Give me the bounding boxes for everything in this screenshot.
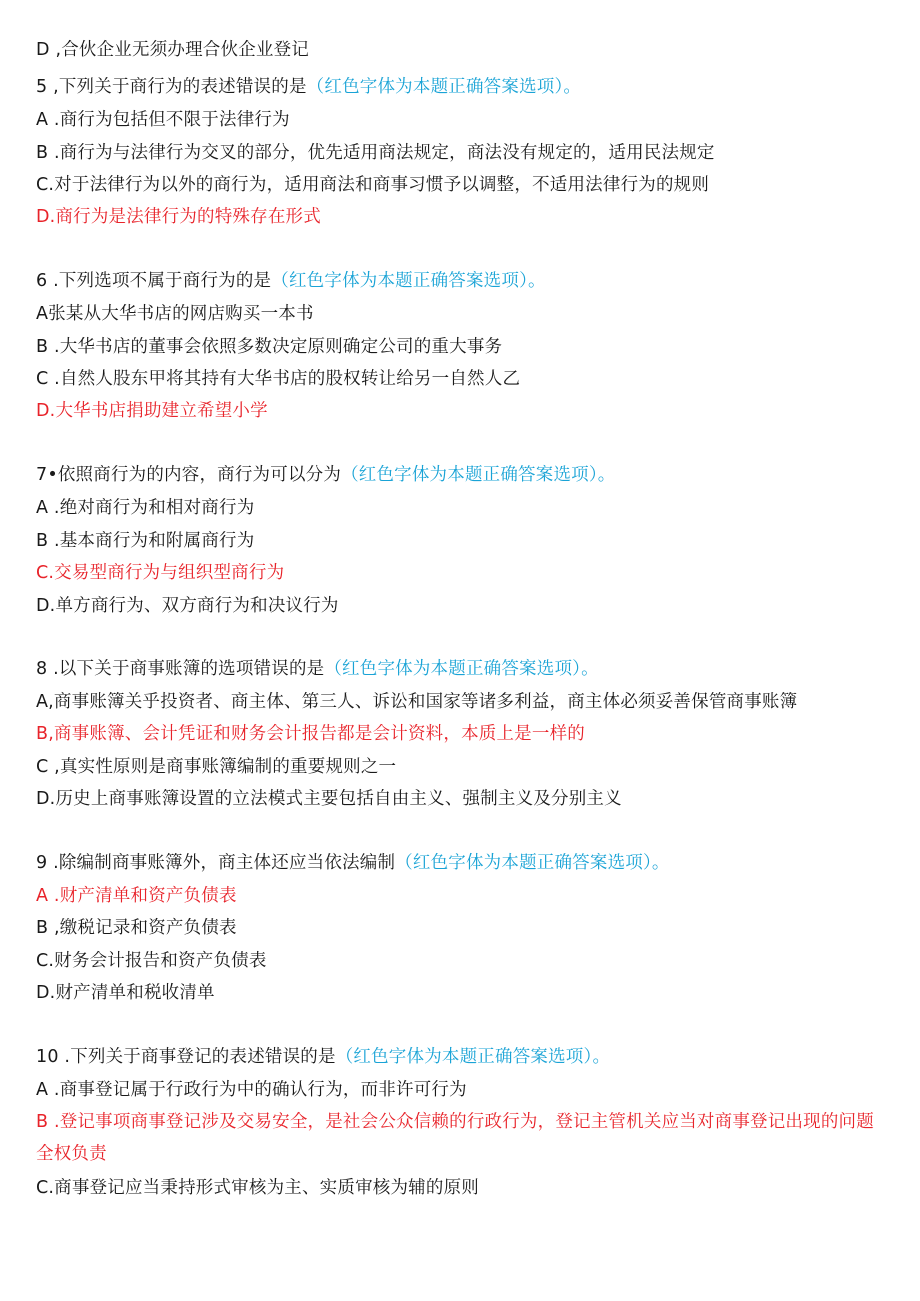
q5-option-d-answer: D.商行为是法律行为的特殊存在形式: [36, 207, 321, 227]
q7-hint: （红色字体为本题正确答案选项）。: [341, 465, 616, 485]
q10-option-a: A .商事登记属于行政行为中的确认行为，而非许可行为: [36, 1080, 467, 1100]
q5-hint: （红色字体为本题正确答案选项）。: [306, 77, 582, 97]
q7-option-b: B .基本商行为和附属商行为: [36, 531, 255, 551]
q8-stem-text: 8 .以下关于商事账簿的选项错误的是: [36, 659, 325, 679]
q9-option-a-answer: A .财产清单和资产负债表: [36, 886, 237, 906]
q6-option-a: A张某从大华书店的网店购买一本书: [36, 304, 314, 324]
q8-hint: （红色字体为本题正确答案选项）。: [324, 659, 599, 679]
q6-option-d-answer: D.大华书店捐助建立希望小学: [36, 401, 268, 421]
q10-option-c: C.商事登记应当秉持形式审核为主、实质审核为辅的原则: [36, 1178, 479, 1198]
q5-option-c: C.对于法律行为以外的商行为，适用商法和商事习惯予以调整，不适用法律行为的规则: [36, 175, 710, 195]
q4-option-d: D ,合伙企业无须办理合伙企业登记: [36, 40, 309, 60]
q5-option-b: B .商行为与法律行为交叉的部分，优先适用商法规定，商法没有规定的，适用民法规定: [36, 143, 715, 163]
q10-hint: （红色字体为本题正确答案选项）。: [335, 1047, 611, 1067]
q9-option-d: D.财产清单和税收清单: [36, 983, 215, 1003]
q10-stem: [36, 1045, 900, 1069]
q5-option-a: A .商行为包括但不限于法律行为: [36, 110, 290, 130]
q9-option-c: C.财务会计报告和资产负债表: [36, 951, 267, 971]
q6-hint: （红色字体为本题正确答案选项）。: [271, 271, 546, 291]
q7-option-d: D.单方商行为、双方商行为和决议行为: [36, 596, 339, 616]
q9-stem: [36, 851, 900, 875]
q6-stem-text: 6 .下列选项不属于商行为的是: [36, 271, 272, 291]
q9-option-b: B ,缴税记录和资产负债表: [36, 918, 237, 938]
q8-option-d: D.历史上商事账簿设置的立法模式主要包括自由主义、强制主义及分别主义: [36, 789, 622, 809]
q5-stem-text: 5 ,下列关于商行为的表述错误的是: [36, 77, 307, 97]
q7-option-c-answer: C.交易型商行为与组织型商行为: [36, 563, 285, 583]
q9-hint: （红色字体为本题正确答案选项）。: [395, 853, 670, 873]
q7-stem-text: 7•依照商行为的内容，商行为可以分为: [36, 465, 342, 485]
q7-stem: [36, 463, 900, 487]
q10-stem-text: 10 .下列关于商事登记的表述错误的是: [36, 1047, 336, 1067]
q6-option-c: C .自然人股东甲将其持有大华书店的股权转让给另一自然人乙: [36, 369, 521, 389]
q10-option-b-answer: B .登记事项商事登记涉及交易安全，是社会公众信赖的行政行为，登记主管机关应当对商事登记出现的问题全权负责: [36, 1112, 874, 1164]
q8-option-b-answer: B,商事账簿、会计凭证和财务会计报告都是会计资料，本质上是一样的: [36, 724, 585, 744]
q7-option-a: A .绝对商行为和相对商行为: [36, 498, 255, 518]
q8-option-a: A,商事账簿关乎投资者、商主体、第三人、诉讼和国家等诸多利益，商主体必须妥善保管商事账簿: [36, 692, 798, 712]
q9-stem-text: 9 .除编制商事账簿外，商主体还应当依法编制: [36, 853, 396, 873]
q5-stem: [36, 75, 900, 99]
q8-stem: [36, 657, 900, 681]
q6-stem: [36, 269, 900, 293]
q8-option-c: C ,真实性原则是商事账簿编制的重要规则之一: [36, 757, 397, 777]
q6-option-b: B .大华书店的董事会依照多数决定原则确定公司的重大事务: [36, 337, 503, 357]
